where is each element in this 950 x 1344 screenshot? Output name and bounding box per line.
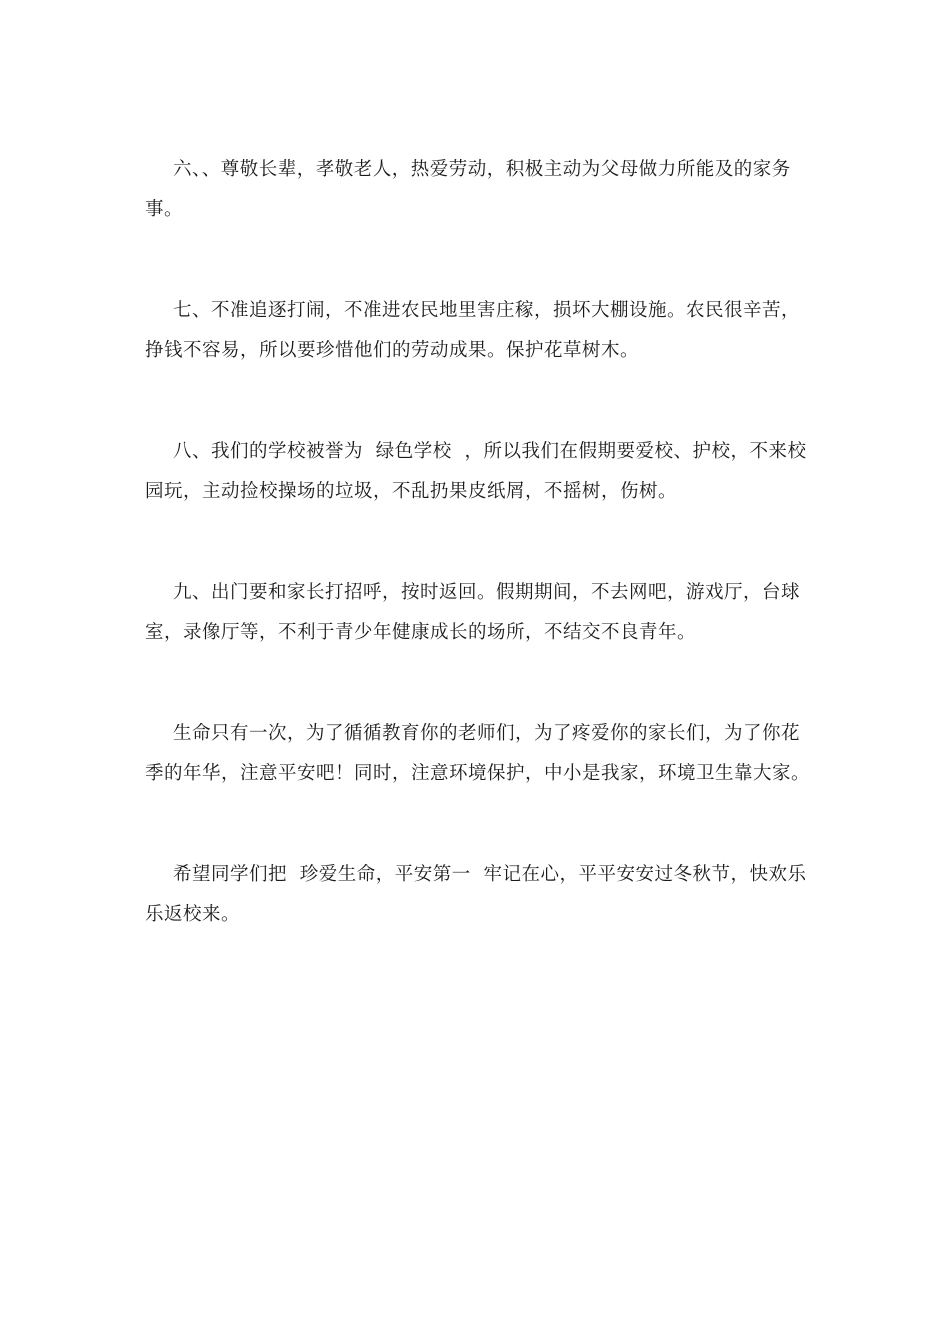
paragraph-rule-six: 六、、尊敬长辈，孝敬老人，热爱劳动，积极主动为父母做力所能及的家务事。: [145, 159, 791, 220]
paragraph-rule-seven: 七、不准追逐打闹，不准进农民地里害庄稼，损坏大棚设施。农民很辛苦，挣钱不容易，所以要珍惜他们的劳动成果。保护花草树木。: [145, 300, 801, 361]
paragraph-closing-wish: 希望同学们把 珍爱生命，平安第一 牢记在心，平平安安过冬秋节，快欢乐乐返校来。: [145, 864, 807, 925]
paragraph-life-safety: 生命只有一次，为了循循教育你的老师们，为了疼爱你的家长们，为了你花季的年华，注意平安吧！同时，注意环境保护，中小是我家，环境卫生靠大家。: [145, 723, 811, 784]
paragraph-rule-eight: 八、我们的学校被誉为 绿色学校 ，所以我们在假期要爱校、护校，不来校园玩，主动捡校操场的垃圾，不乱扔果皮纸屑，不摇树，伤树。: [145, 441, 807, 502]
paragraph-rule-nine: 九、出门要和家长打招呼，按时返回。假期期间，不去网吧，游戏厅，台球室，录像厅等，不利于青少年健康成长的场所，不结交不良青年。: [145, 582, 801, 643]
